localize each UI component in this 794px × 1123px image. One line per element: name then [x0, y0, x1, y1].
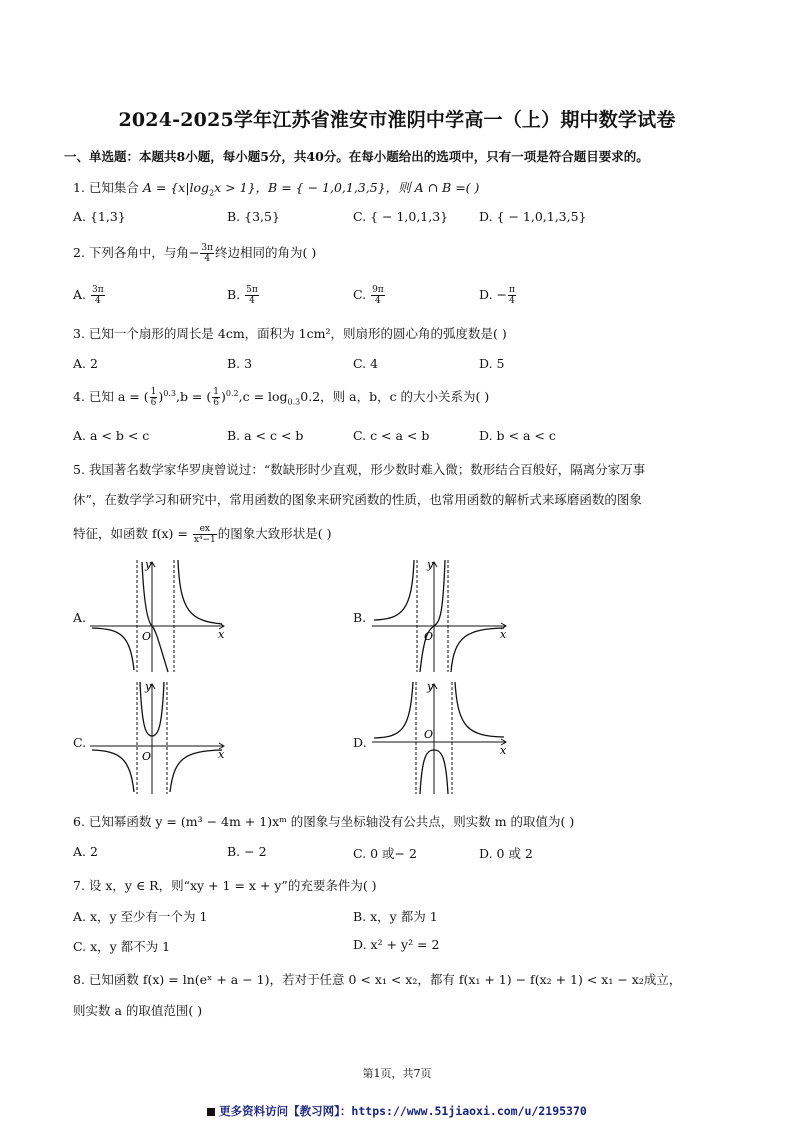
graph-a-label: A.: [73, 610, 87, 625]
question-4-option-d: D. b < a < c: [479, 428, 556, 443]
question-6-option-b: B. − 2: [227, 844, 267, 859]
question-7-option-a: A. x，y 至少有一个为 1: [73, 909, 208, 924]
svg-text:O: O: [424, 630, 434, 643]
svg-text:x: x: [500, 628, 507, 641]
question-7-option-c: C. x，y 都不为 1: [73, 939, 171, 954]
question-2-stem: 2. 下列各角中，与角− $\frac{3\pi}{4}$ 终边相同的角为( ): [73, 243, 317, 264]
question-3-option-b: B. 3: [227, 356, 253, 371]
question-7-option-b: B. x，y 都为 1: [353, 909, 438, 924]
graph-d: [372, 678, 512, 796]
graph-c: [90, 678, 230, 796]
graph-a-x-label: x: [218, 628, 225, 641]
question-4-option-a: A. a < b < c: [73, 428, 150, 443]
graph-d-label: D.: [353, 735, 367, 750]
graph-a: [90, 556, 230, 674]
graph-b-label: B.: [353, 610, 367, 625]
question-2-option-d: D. − $\frac{\pi}{4}$: [479, 285, 515, 306]
flag-icon: [207, 1108, 215, 1116]
section-heading: 一、单选题：本题共8小题，每小题5分，共40分。在每小题给出的选项中，只有一项是符合题目要求的。: [64, 149, 649, 164]
page-title: 2024-2025学年江苏省淮安市淮阴中学高一（上）期中数学试卷: [118, 109, 676, 131]
question-2-option-a: A. $\frac{3\pi}{4}$: [73, 285, 104, 306]
question-1-option-d: D. { − 1,0,1,3,5}: [479, 209, 587, 224]
question-6-option-d: D. 0 或 2: [479, 846, 533, 861]
svg-text:y: y: [427, 558, 434, 571]
question-6-stem: 6. 已知幂函数 y = (m³ − 4m + 1)xᵐ 的图象与坐标轴没有公共点，则实数 m 的取值为( ): [73, 814, 575, 829]
question-7-option-d: D. x² + y² = 2: [353, 937, 440, 952]
question-1-option-c: C. { − 1,0,1,3}: [353, 209, 449, 224]
question-8-line-2: 则实数 a 的取值范围( ): [73, 1003, 203, 1018]
question-5-line-1: 5. 我国著名数学家华罗庚曾说过：“数缺形时少直观，形少数时难入微；数形结合百般好，隔离分家万事: [73, 462, 646, 477]
question-7-stem: 7. 设 x，y ∈ R，则“xy + 1 = x + y”的充要条件为( ): [73, 878, 377, 893]
question-3-option-c: C. 4: [353, 356, 379, 371]
question-1-option-a: A. {1,3}: [73, 209, 126, 224]
question-5-line-2: 休”，在数学学习和研究中，常用函数的图象来研究函数的性质，也常用函数的解析式来琢磨函数的图象: [73, 492, 642, 507]
question-1-stem: 1. 已知集合 $A = \{x|\log_2x > 1\}$，B = { − 1,0,1,3,5}，则 A ∩ B =( ): [73, 180, 480, 198]
graph-a-origin: O: [142, 630, 152, 643]
svg-text:O: O: [424, 728, 434, 741]
question-6-option-a: A. 2: [73, 844, 98, 859]
svg-text:x: x: [500, 744, 507, 757]
graph-b: [372, 556, 512, 674]
question-2-option-c: C. $\frac{9\pi}{4}$: [353, 285, 384, 306]
svg-text:y: y: [427, 680, 434, 693]
question-8-line-1: 8. 已知函数 f(x) = ln(eˣ + a − 1)，若对于任意 0 < x₁ < x₂，都有 f(x₁ + 1) − f(x₂ + 1) < x₁ − x₂成立，: [73, 972, 682, 987]
svg-text:O: O: [142, 750, 152, 763]
question-3-option-d: D. 5: [479, 356, 505, 371]
question-4-option-b: B. a < c < b: [227, 428, 304, 443]
svg-text:x: x: [218, 748, 225, 761]
question-6-option-c: C. 0 或− 2: [353, 846, 417, 861]
question-5-line-3: 特征，如函数 f(x) = $\frac{ex}{\text{x⁴−1}}$ 的图象大致形状是( ): [73, 524, 332, 545]
question-4-stem: 4. 已知 a = ( $\frac{1}{6}$ )$^{0.3}$,b = ( $\frac{1}{6}$ )$^{0.2},c = \log_{0.3}0.2$，则 a，b，c 的大小关系为( ): [73, 387, 490, 408]
question-4-option-c: C. c < a < b: [353, 428, 430, 443]
promo-link[interactable]: 更多资料访问【教习网】：https://www.51jiaoxi.com/u/2195370: [0, 1103, 794, 1119]
question-3-stem: 3. 已知一个扇形的周长是 4cm，面积为 1cm²，则扇形的圆心角的弧度数是( ): [73, 326, 507, 341]
graph-c-label: C.: [73, 735, 87, 750]
svg-text:y: y: [145, 680, 152, 693]
question-3-option-a: A. 2: [73, 356, 98, 371]
question-2-option-b: B. $\frac{5\pi}{4}$: [227, 285, 258, 306]
page-footer: 第1页，共7页: [362, 1067, 432, 1080]
question-1-option-b: B. {3,5}: [227, 209, 280, 224]
graph-a-y-label: y: [145, 558, 152, 571]
